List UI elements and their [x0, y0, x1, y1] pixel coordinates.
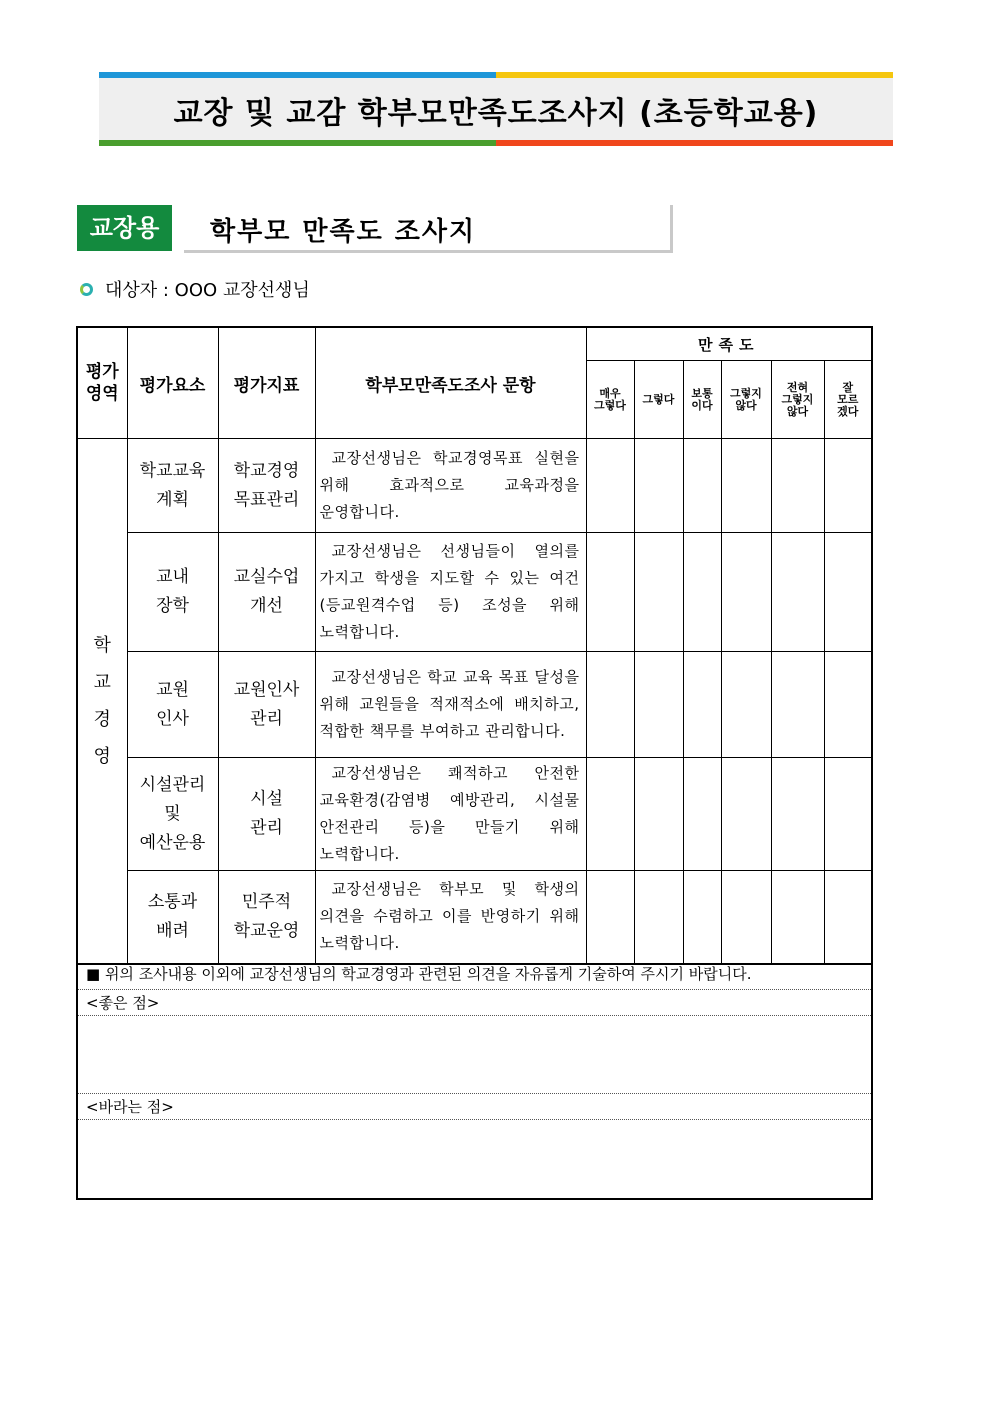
rating-cell[interactable] — [824, 533, 872, 652]
rating-cell[interactable] — [586, 871, 634, 964]
header-option: 그렇지 않다 — [721, 361, 771, 439]
rating-cell[interactable] — [634, 871, 683, 964]
banner-bar-green — [99, 140, 496, 146]
notes-instruction: ■ 위의 조사내용 이외에 교장선생님의 학교경영과 관련된 의견을 자유롭게 기술하여 주시기 바랍니다. — [77, 958, 872, 989]
page-title: 교장 및 교감 학부모만족도조사지 (초등학교용) — [173, 96, 819, 131]
table-row — [77, 533, 872, 652]
wish-points-label: <바라는 점> — [77, 1093, 872, 1119]
table-row — [77, 652, 872, 758]
element-cell: 교원 인사 — [127, 652, 218, 758]
section-subtitle: 학부모 만족도 조사지 — [210, 217, 477, 247]
rating-cell[interactable] — [586, 758, 634, 871]
rating-cell[interactable] — [634, 439, 683, 533]
good-points-label: <좋은 점> — [77, 989, 872, 1015]
area-label: 학 교 경 영 — [77, 439, 127, 964]
header-option: 그렇다 — [634, 361, 683, 439]
table-row — [77, 439, 872, 533]
indicator-cell: 교실수업 개선 — [218, 533, 315, 652]
rating-cell[interactable] — [721, 652, 771, 758]
question-cell: 교장선생님은 학교경영목표 실현을 위해 효과적으로 교육과정을 운영합니다. — [315, 439, 586, 533]
rating-cell[interactable] — [683, 439, 721, 533]
table-row — [77, 871, 872, 964]
rating-cell[interactable] — [634, 533, 683, 652]
rating-cell[interactable] — [771, 758, 824, 871]
target-line — [80, 276, 310, 302]
indicator-cell: 민주적 학교운영 — [218, 871, 315, 964]
rating-cell[interactable] — [771, 533, 824, 652]
rating-cell[interactable] — [683, 871, 721, 964]
rating-cell[interactable] — [771, 652, 824, 758]
header-option: 전혀 그렇지 않다 — [771, 361, 824, 439]
rating-cell[interactable] — [586, 533, 634, 652]
rating-cell[interactable] — [824, 652, 872, 758]
question-cell: 교장선생님은 쾌적하고 안전한 교육환경(감염병 예방관리, 시설물 안전관리 등)을 만들기 위해 노력합니다. — [315, 758, 586, 871]
indicator-cell: 학교경영 목표관리 — [218, 439, 315, 533]
question-cell: 교장선생님은 학교 교육 목표 달성을 위해 교원들을 적재적소에 배치하고, 적합한 책무를 부여하고 관리합니다. — [315, 652, 586, 758]
element-cell: 시설관리 및 예산운용 — [127, 758, 218, 871]
header-indicator: 평가지표 — [218, 327, 315, 439]
indicator-cell: 시설 관리 — [218, 758, 315, 871]
rating-cell[interactable] — [634, 652, 683, 758]
circle-bullet-icon — [80, 283, 93, 296]
header-area: 평가 영역 — [77, 327, 127, 439]
rating-cell[interactable] — [683, 533, 721, 652]
header-satisfaction: 만족도 — [586, 327, 872, 361]
rating-cell[interactable] — [771, 871, 824, 964]
notes-table — [76, 958, 873, 1200]
section-tag: 교장용 — [77, 205, 172, 251]
rating-cell[interactable] — [586, 439, 634, 533]
rating-cell[interactable] — [824, 758, 872, 871]
rating-cell[interactable] — [721, 758, 771, 871]
title-banner — [99, 72, 893, 146]
target-text: 대상자 : OOO 교장선생님 — [105, 280, 310, 301]
rating-cell[interactable] — [683, 758, 721, 871]
element-cell: 교내 장학 — [127, 533, 218, 652]
banner-bar-yellow — [496, 72, 893, 78]
rating-cell[interactable] — [824, 439, 872, 533]
rating-cell[interactable] — [824, 871, 872, 964]
table-row — [77, 758, 872, 871]
rating-cell[interactable] — [721, 439, 771, 533]
rating-cell[interactable] — [586, 652, 634, 758]
question-cell: 교장선생님은 학부모 및 학생의 의견을 수렴하고 이를 반영하기 위해 노력합니다. — [315, 871, 586, 964]
header-option: 잘 모르 겠다 — [824, 361, 872, 439]
header-question: 학부모만족도조사 문항 — [315, 327, 586, 439]
banner-bar-blue — [99, 72, 496, 78]
wish-points-field[interactable] — [77, 1119, 872, 1199]
question-cell: 교장선생님은 선생님들이 열의를 가지고 학생을 지도할 수 있는 여건(등교원격수업 등) 조성을 위해 노력합니다. — [315, 533, 586, 652]
header-option: 보통 이다 — [683, 361, 721, 439]
section-subtitle-box — [184, 205, 673, 253]
rating-cell[interactable] — [771, 439, 824, 533]
header-option: 매우 그렇다 — [586, 361, 634, 439]
rating-cell[interactable] — [683, 652, 721, 758]
survey-table — [76, 326, 873, 965]
element-cell: 소통과 배려 — [127, 871, 218, 964]
element-cell: 학교교육 계획 — [127, 439, 218, 533]
rating-cell[interactable] — [721, 533, 771, 652]
rating-cell[interactable] — [634, 758, 683, 871]
good-points-field[interactable] — [77, 1015, 872, 1093]
rating-cell[interactable] — [721, 871, 771, 964]
banner-bar-red — [496, 140, 893, 146]
header-element: 평가요소 — [127, 327, 218, 439]
indicator-cell: 교원인사 관리 — [218, 652, 315, 758]
